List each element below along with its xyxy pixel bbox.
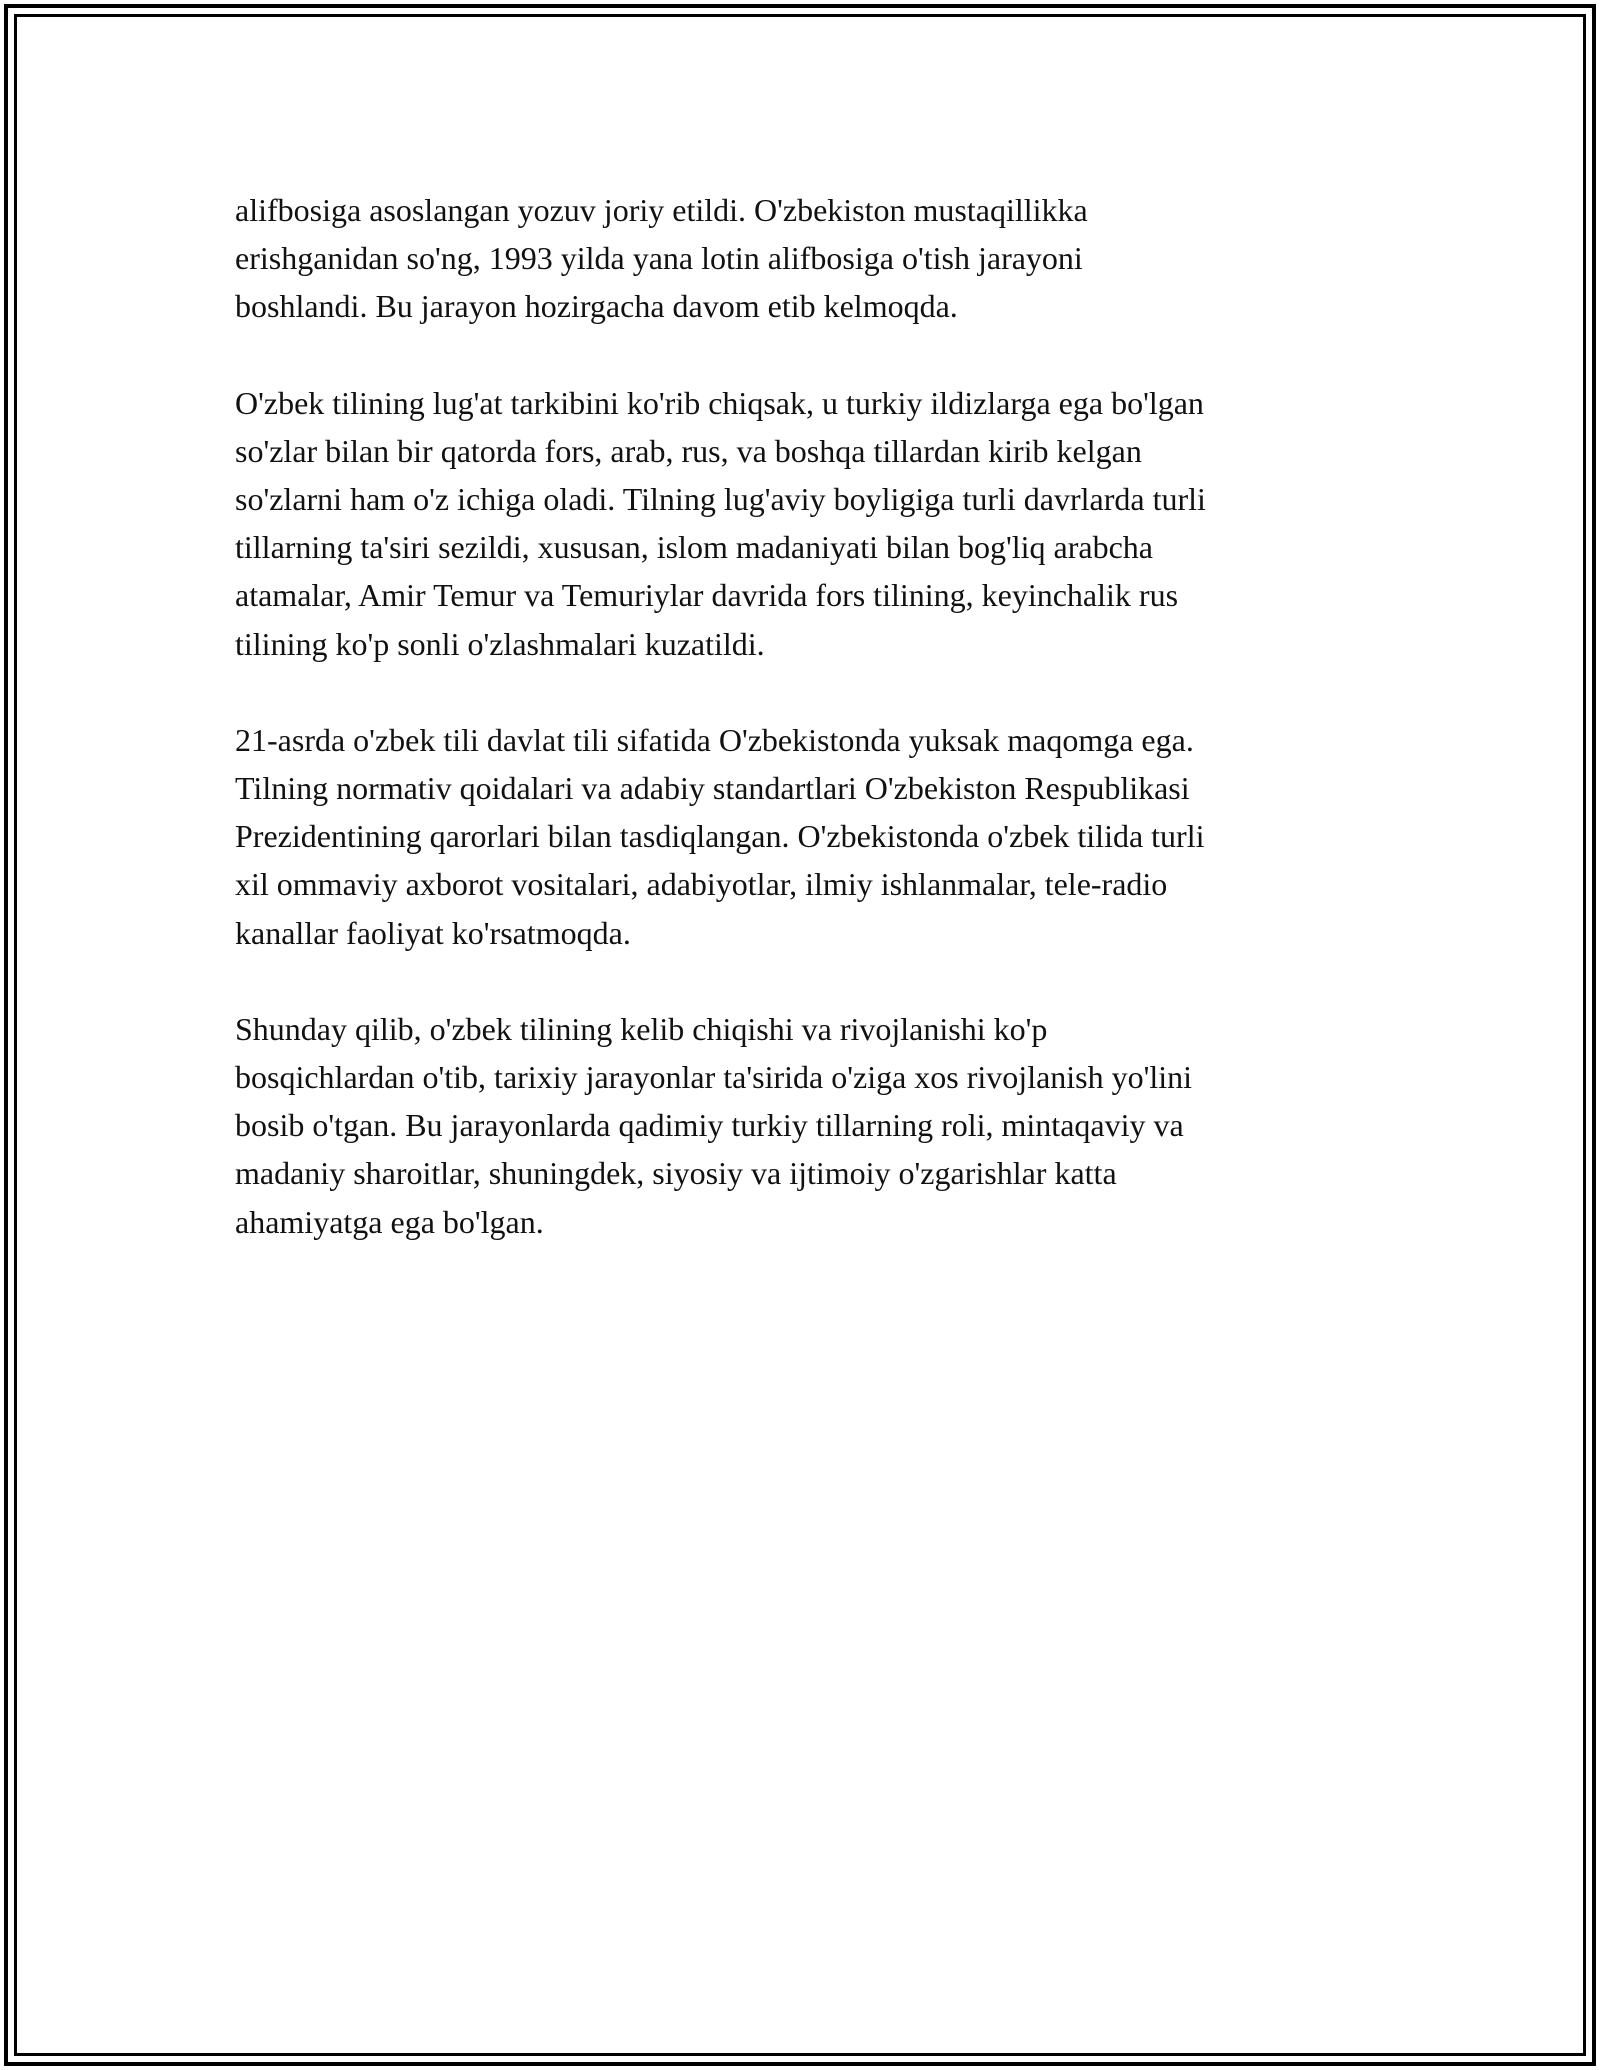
text-line: kanallar faoliyat ko'rsatmoqda. bbox=[235, 914, 631, 951]
text-line: xil ommaviy axborot vositalari, adabiyotlar, ilmiy ishlanmalar, tele-radio bbox=[235, 866, 1168, 903]
text-line: Prezidentining qarorlari bilan tasdiqlangan. O'zbekistonda o'zbek tilida turli bbox=[235, 818, 1205, 855]
text-line: Shunday qilib, o'zbek tilining kelib chiqishi va rivojlanishi ko'p bbox=[235, 1010, 1048, 1047]
text-line: madaniy sharoitlar, shuningdek, siyosiy va ijtimoiy o'zgarishlar katta bbox=[235, 1155, 1117, 1192]
paragraph bbox=[235, 186, 1365, 331]
paragraph bbox=[235, 379, 1365, 668]
text-line: tillarning ta'siri sezildi, xususan, islom madaniyati bilan bog'liq arabcha bbox=[235, 529, 1153, 566]
text-line: so'zlar bilan bir qatorda fors, arab, rus, va boshqa tillardan kirib kelgan bbox=[235, 432, 1142, 469]
text-line: 21-asrda o'zbek tili davlat tili sifatida O'zbekistonda yuksak maqomga ega. bbox=[235, 721, 1194, 758]
text-line: alifbosiga asoslangan yozuv joriy etildi. O'zbekiston mustaqillikka bbox=[235, 192, 1088, 228]
text-line: ahamiyatga ega bo'lgan. bbox=[235, 1203, 544, 1240]
paragraph bbox=[235, 1005, 1365, 1246]
text-line: bosqichlardan o'tib, tarixiy jarayonlar ta'sirida o'ziga xos rivojlanish yo'lini bbox=[235, 1059, 1193, 1096]
text-line: bosib o'tgan. Bu jarayonlarda qadimiy turkiy tillarning roli, mintaqaviy va bbox=[235, 1107, 1184, 1144]
text-line: so'zlarni ham o'z ichiga oladi. Tilning lug'aviy boyligiga turli davrlarda turli bbox=[235, 481, 1206, 518]
text-line: Tilning normativ qoidalari va adabiy standartlari O'zbekiston Respublikasi bbox=[235, 770, 1190, 807]
paragraph bbox=[235, 716, 1365, 957]
text-line: O'zbek tilining lug'at tarkibini ko'rib chiqsak, u turkiy ildizlarga ega bo'lgan bbox=[235, 384, 1204, 421]
text-line: tilining ko'p sonli o'zlashmalari kuzatildi. bbox=[235, 625, 765, 662]
text-line: atamalar, Amir Temur va Temuriylar davrida fors tilining, keyinchalik rus bbox=[235, 577, 1179, 614]
text-line: boshlandi. Bu jarayon hozirgacha davom etib kelmoqda. bbox=[235, 288, 958, 325]
document-body bbox=[235, 186, 1365, 1294]
text-line: erishganidan so'ng, 1993 yilda yana lotin alifbosiga o'tish jarayoni bbox=[235, 240, 1083, 277]
